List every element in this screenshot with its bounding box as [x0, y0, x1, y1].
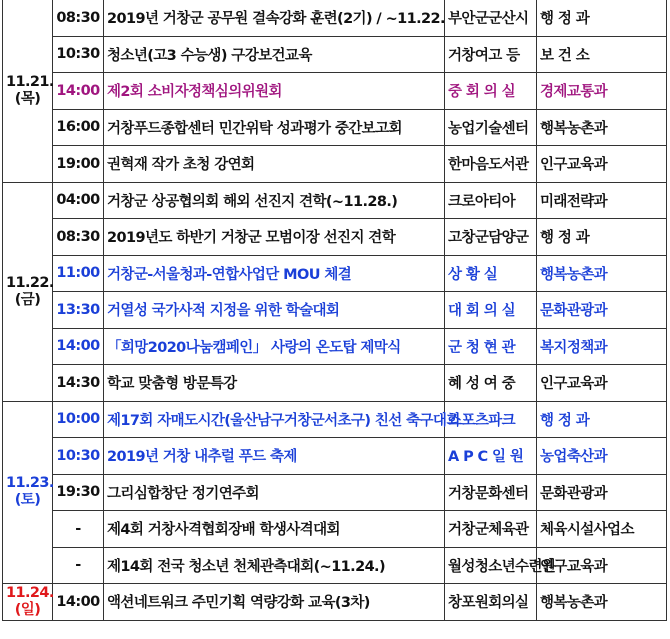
- event-cell: 제17회 자매도시간(울산남구거창군서초구) 친선 축구대회: [104, 401, 445, 438]
- place-cell: 한마음도서관: [445, 146, 537, 183]
- event-cell: 그리심합창단 정기연주회: [104, 474, 445, 511]
- place-cell: 고창군담양군: [445, 219, 537, 256]
- table-row: [3, 36, 667, 73]
- table-row: [3, 73, 667, 110]
- date-label: 11.22.: [6, 274, 54, 291]
- place-cell: 월성청소년수련원: [445, 547, 537, 584]
- time-cell: 08:30: [53, 0, 104, 36]
- table-row: [3, 182, 667, 219]
- place-cell: 혜 성 여 중: [445, 365, 537, 402]
- time-cell: 19:00: [53, 146, 104, 183]
- event-cell: 권혁재 작가 초청 강연회: [104, 146, 445, 183]
- time-cell: 16:00: [53, 109, 104, 146]
- table-row: [3, 328, 667, 365]
- event-cell: 거창푸드종합센터 민간위탁 성과평가 중간보고회: [104, 109, 445, 146]
- event-cell: 2019년도 하반기 거창군 모범이장 선진지 견학: [104, 219, 445, 256]
- weekday-label: (일): [14, 601, 41, 618]
- weekday-label: (목): [14, 90, 41, 107]
- dept-cell: 행 정 과: [537, 219, 667, 256]
- table-row: [3, 365, 667, 402]
- schedule-table: [2, 0, 667, 621]
- event-cell: 제2회 소비자정책심의위원회: [104, 73, 445, 110]
- place-cell: 농업기술센터: [445, 109, 537, 146]
- date-cell: [3, 584, 53, 621]
- dept-cell: 농업축산과: [537, 438, 667, 475]
- dept-cell: 행 정 과: [537, 0, 667, 36]
- dept-cell: 행복농촌과: [537, 109, 667, 146]
- time-cell: -: [53, 547, 104, 584]
- table-row: [3, 547, 667, 584]
- time-cell: 08:30: [53, 219, 104, 256]
- table-row: [3, 511, 667, 548]
- event-cell: 2019년 거창군 공무원 결속강화 훈련(2기) / ~11.22.: [104, 0, 445, 36]
- time-cell: 14:00: [53, 328, 104, 365]
- date-cell: [3, 182, 53, 401]
- date-cell: [3, 401, 53, 584]
- time-cell: 10:30: [53, 438, 104, 475]
- dept-cell: 체육시설사업소: [537, 511, 667, 548]
- place-cell: A P C 일 원: [445, 438, 537, 475]
- event-cell: 「희망2020나눔캠페인」 사랑의 온도탑 제막식: [104, 328, 445, 365]
- table-row: [3, 255, 667, 292]
- time-cell: 14:00: [53, 584, 104, 621]
- place-cell: 스포츠파크: [445, 401, 537, 438]
- event-cell: 거창군-서울청과-연합사업단 MOU 체결: [104, 255, 445, 292]
- dept-cell: 문화관광과: [537, 292, 667, 329]
- table-row: [3, 109, 667, 146]
- table-row: [3, 219, 667, 256]
- place-cell: 부안군군산시: [445, 0, 537, 36]
- time-cell: 10:30: [53, 36, 104, 73]
- table-row: [3, 0, 667, 36]
- event-cell: 거열성 국가사적 지정을 위한 학술대회: [104, 292, 445, 329]
- event-cell: 2019년 거창 내추럴 푸드 축제: [104, 438, 445, 475]
- time-cell: 11:00: [53, 255, 104, 292]
- dept-cell: 보 건 소: [537, 36, 667, 73]
- time-cell: -: [53, 511, 104, 548]
- place-cell: 대 회 의 실: [445, 292, 537, 329]
- dept-cell: 행복농촌과: [537, 255, 667, 292]
- weekday-label: (금): [14, 291, 41, 308]
- event-cell: 청소년(고3 수능생) 구강보건교육: [104, 36, 445, 73]
- event-cell: 제14회 전국 청소년 천체관측대회(~11.24.): [104, 547, 445, 584]
- dept-cell: 복지정책과: [537, 328, 667, 365]
- place-cell: 거창여고 등: [445, 36, 537, 73]
- time-cell: 04:00: [53, 182, 104, 219]
- dept-cell: 인구교육과: [537, 365, 667, 402]
- table-row: [3, 584, 667, 621]
- place-cell: 군 청 현 관: [445, 328, 537, 365]
- place-cell: 중 회 의 실: [445, 73, 537, 110]
- dept-cell: 행복농촌과: [537, 584, 667, 621]
- place-cell: 거창문화센터: [445, 474, 537, 511]
- event-cell: 제4회 거창사격협회장배 학생사격대회: [104, 511, 445, 548]
- table-row: [3, 401, 667, 438]
- place-cell: 창포원회의실: [445, 584, 537, 621]
- event-cell: 액션네트워크 주민기획 역량강화 교육(3차): [104, 584, 445, 621]
- table-row: [3, 438, 667, 475]
- table-row: [3, 146, 667, 183]
- table-row: [3, 292, 667, 329]
- time-cell: 14:00: [53, 73, 104, 110]
- place-cell: 크로아티아: [445, 182, 537, 219]
- event-cell: 학교 맞춤형 방문특강: [104, 365, 445, 402]
- time-cell: 19:30: [53, 474, 104, 511]
- time-cell: 14:30: [53, 365, 104, 402]
- date-label: 11.23.: [6, 475, 54, 492]
- date-label: 11.24.: [6, 584, 54, 601]
- date-label: 11.21.: [6, 73, 54, 90]
- event-cell: 거창군 상공협의회 해외 선진지 견학(~11.28.): [104, 182, 445, 219]
- dept-cell: 행 정 과: [537, 401, 667, 438]
- table-row: [3, 474, 667, 511]
- time-cell: 10:00: [53, 401, 104, 438]
- dept-cell: 미래전략과: [537, 182, 667, 219]
- place-cell: 상 황 실: [445, 255, 537, 292]
- time-cell: 13:30: [53, 292, 104, 329]
- place-cell: 거창군체육관: [445, 511, 537, 548]
- dept-cell: 문화관광과: [537, 474, 667, 511]
- dept-cell: 인구교육과: [537, 146, 667, 183]
- weekday-label: (토): [14, 492, 41, 509]
- dept-cell: 경제교통과: [537, 73, 667, 110]
- dept-cell: 인구교육과: [537, 547, 667, 584]
- date-cell: [3, 0, 53, 182]
